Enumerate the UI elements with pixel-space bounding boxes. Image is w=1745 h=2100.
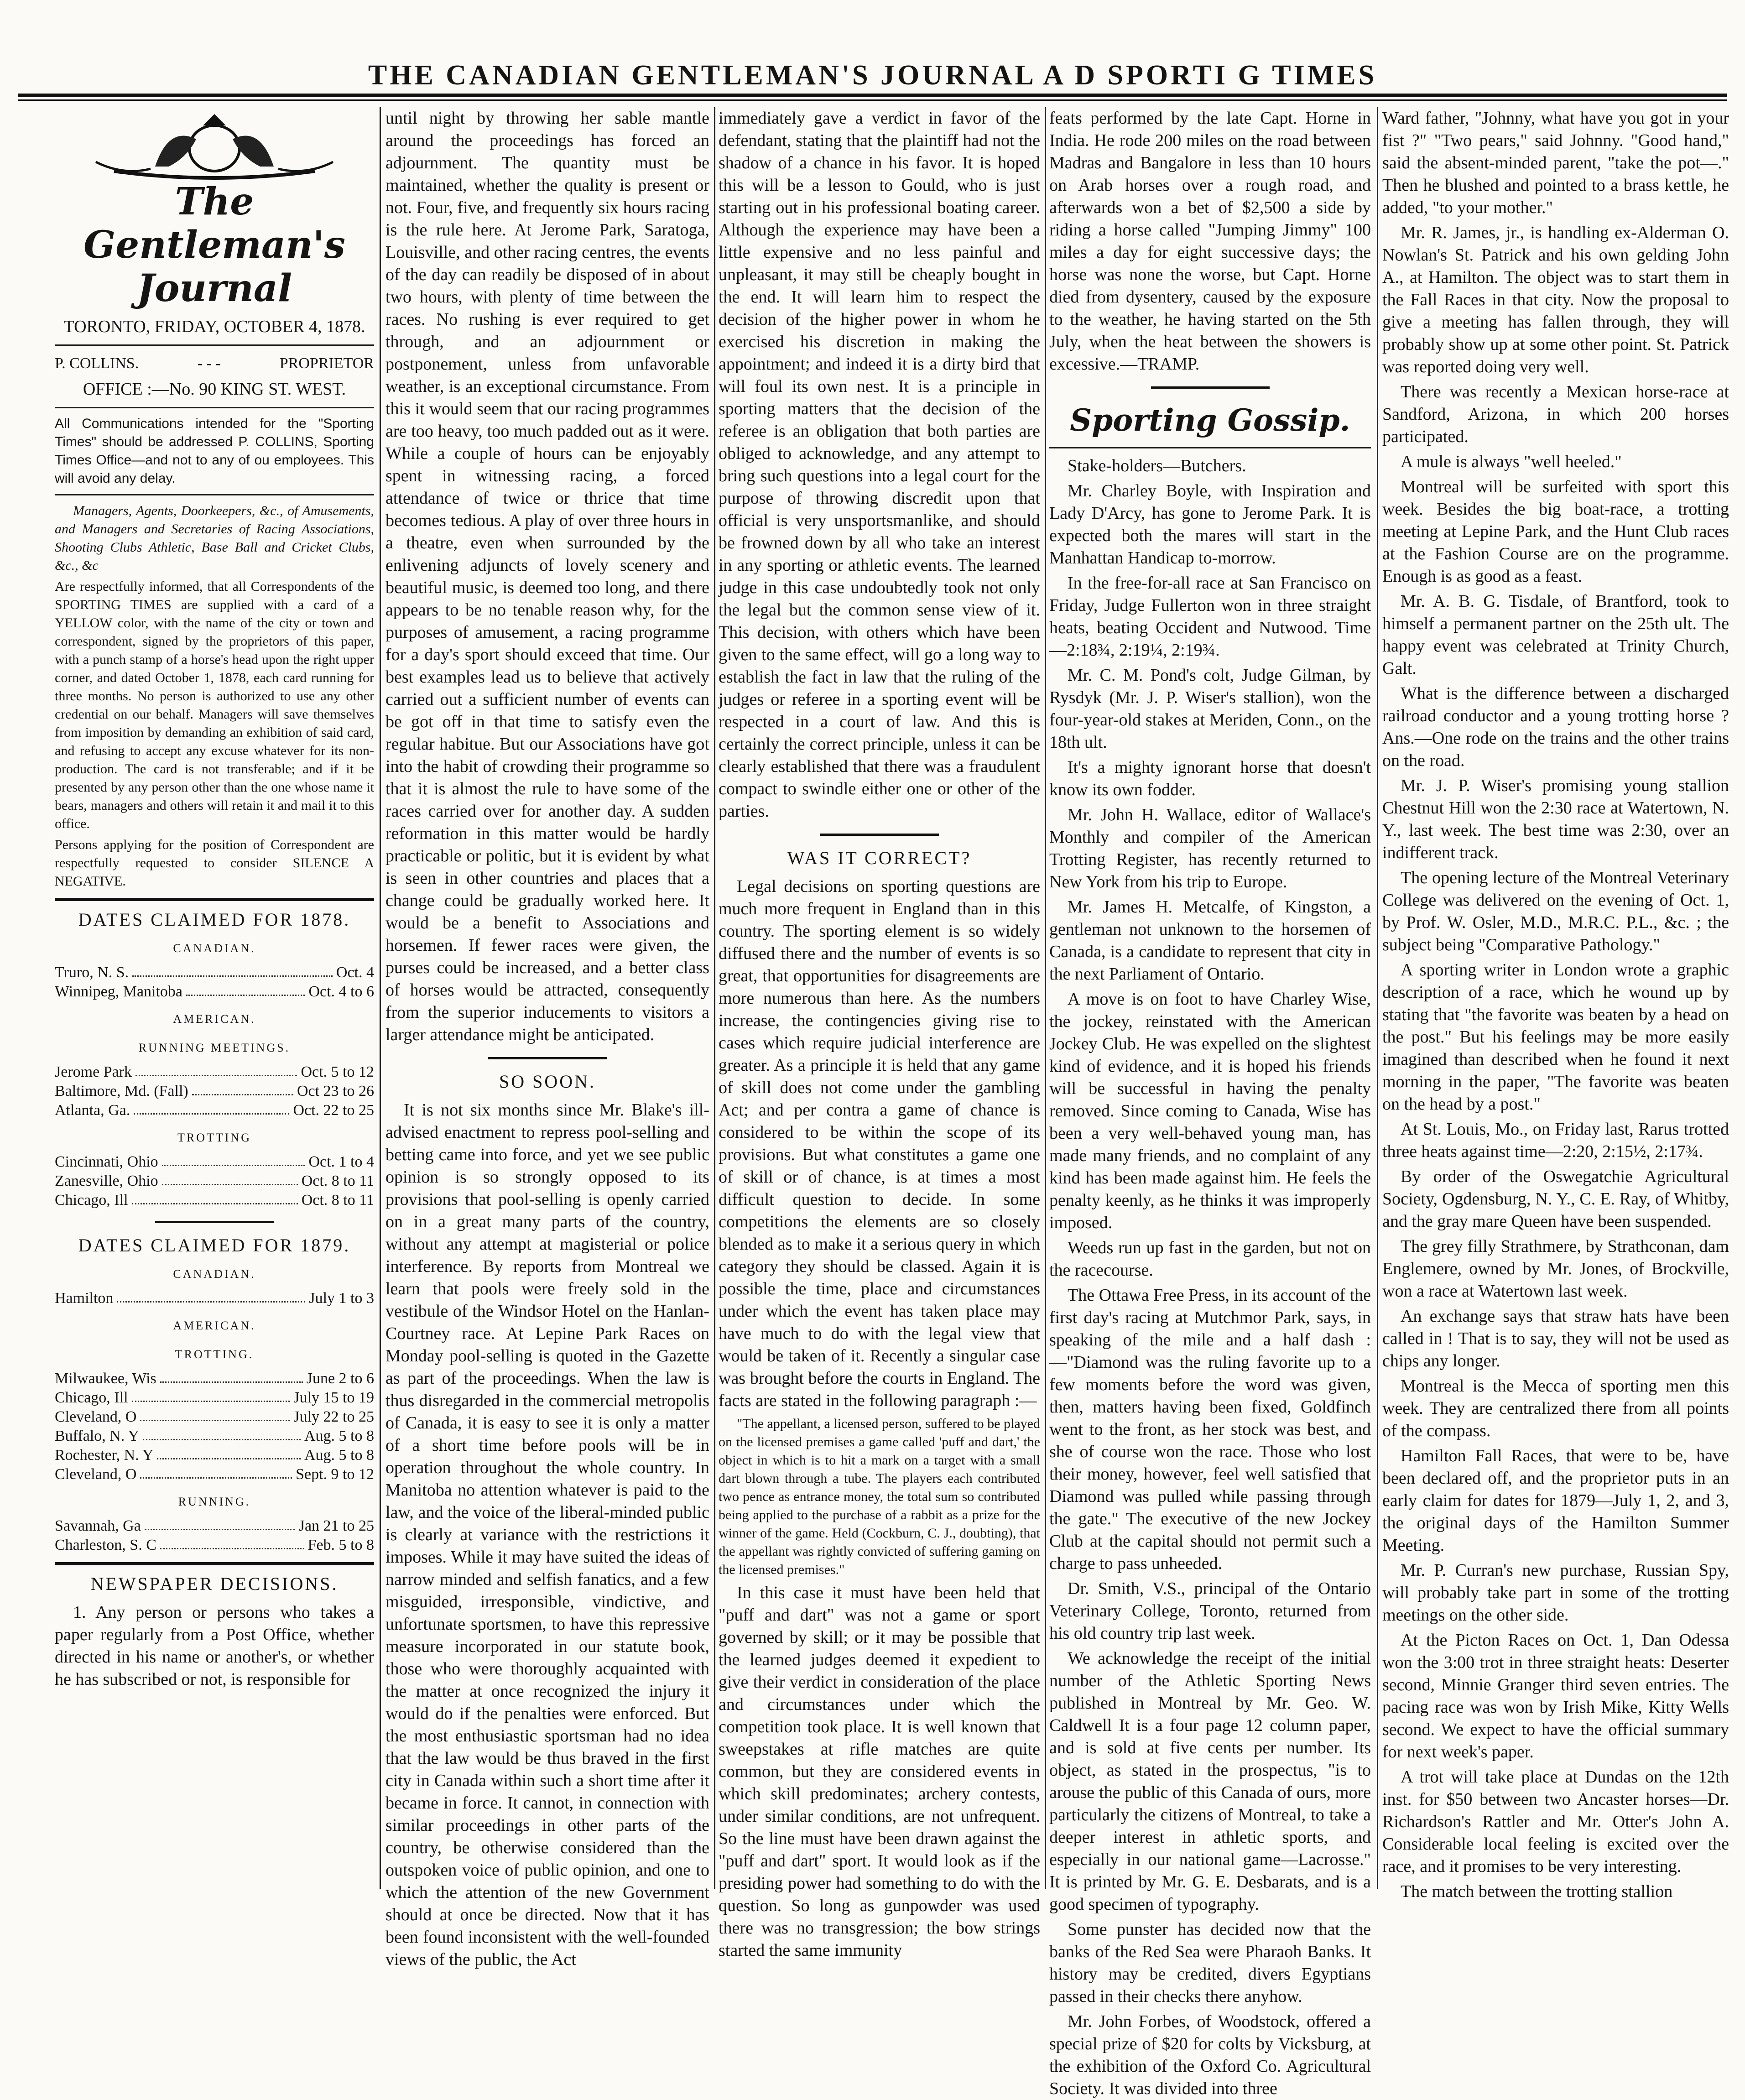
date-row: Rochester, N. Y Aug. 5 to 8 (55, 1447, 374, 1464)
date-row: Atlanta, Ga. Oct. 22 to 25 (55, 1102, 374, 1119)
date-row: Chicago, Ill July 15 to 19 (55, 1389, 374, 1406)
date-row: Cleveland, O Sept. 9 to 12 (55, 1466, 374, 1483)
gossip-item: The grey filly Strathmere, by Strathconan, dam Englemere, owned by Mr. Jones, of Brockville, won a race at Watertown last week. (1382, 1237, 1729, 1301)
gossip-item: Mr. James H. Metcalfe, of Kingston, a gentleman not unknown to the horsemen of Canada, is a candidate to represent that city in the next Parliament of Ontario. (1049, 897, 1371, 984)
gossip-item: Mr. Charley Boyle, with Inspiration and Lady D'Arcy, has gone to Jerome Park. It is expected both the mares will start in the Manhattan Handicap to-morrow. (1049, 481, 1371, 568)
divider (55, 407, 374, 408)
american-label: AMERICAN. (173, 1012, 256, 1026)
gossip-item: We acknowledge the receipt of the initial number of the Athletic Sporting News published in Montreal by Mr. Geo. W. Caldwell It is a four page 12 column paper, and is sold at five cents per number. Its object, as stated in the prospectus, "is to arouse the public of this Canada of ours, more particularly the citizens of Montreal, to take a deeper interest in athletic sports, and especially in our national game—Lacrosse." It is printed by Mr. G. E. Desbarats, and is a good specimen of typography. (1049, 1649, 1371, 1914)
gossip-item: Mr. P. Curran's new purchase, Russian Spy, will probably take part in some of the trotting meetings on the other side. (1382, 1561, 1729, 1625)
date-row: Charleston, S. C Feb. 5 to 8 (55, 1537, 374, 1553)
gossip-item: By order of the Oswegatchie Agricultural Society, Ogdensburg, N. Y., C. E. Ray, of Whitby, and the gray mare Queen have been suspended. (1382, 1167, 1729, 1231)
proprietor-sep: - - - (198, 355, 221, 372)
divider-short (488, 1057, 607, 1059)
article-paragraph: Legal decisions on sporting questions are much more frequent in England than in this country. The sporting element is so widely diffused there and the number of events is so great, that opportunities for disagreements are more numerous than here. As the numbers increase, the contingencies giving rise to cases which require judicial interference are greater. As a principle it is held that any game of skill does not come under the gambling Act; and per contra a game of chance is considered to be within the scope of its provisions. But what constitutes a game one of skill or of chance, is at times a most difficult question to decide. In some competitions the elements are so closely blended as to make it a serious query in which category they should be classed. Again it is possible the time, place and circumstances under which the event has taken place may have much to do with the legal view that would be taken of it. Recently a singular case was brought before the courts in England. The facts are stated in the following paragraph :— (719, 877, 1040, 1410)
canadian-label: CANADIAN. (173, 942, 256, 955)
date-row: Winnipeg, Manitoba Oct. 4 to 6 (55, 983, 374, 1000)
trotting-label: TROTTING. (175, 1348, 254, 1361)
proprietor-name: P. COLLINS. (55, 355, 139, 372)
gossip-item: Mr. C. M. Pond's colt, Judge Gilman, by Rysdyk (Mr. J. P. Wiser's stallion), won the four-year-old stakes at Meriden, Conn., on the 18th ult. (1049, 666, 1371, 752)
gossip-item: Weeds run up fast in the garden, but not on the racecourse. (1049, 1238, 1371, 1280)
gossip-item: The opening lecture of the Montreal Veterinary College was delivered on the evening of Oct. 1, by Prof. W. Osler, M.D., M.R.C. P.L., &c. ; the subject being "Comparative Pathology." (1382, 868, 1729, 954)
column-4 (1049, 107, 1371, 2098)
gossip-item: At the Picton Races on Oct. 1, Dan Odessa won the 3:00 trot in three straight heats: Deserter second, Minnie Granger third seven entries. The pacing race was won by Irish Mike, Kitty Wells second. We expect to have the official summary for next week's paper. (1382, 1631, 1729, 1761)
column-separator (1377, 107, 1378, 1889)
gossip-item: A move is on foot to have Charley Wise, the jockey, reinstated with the American Jockey Club. He was expelled on the slightest kind of evidence, and it is hoped his friends will be successful in having the penalty removed. Since coming to Canada, Wise has been a very well-behaved young man, has made many friends, and no complaint of any kind has been made against him. He feels the penalty keenly, as he thinks it was improperly imposed. (1049, 990, 1371, 1232)
was-it-correct-heading: WAS IT CORRECT? (787, 848, 972, 868)
gossip-item: There was recently a Mexican horse-race at Sandford, Arizona, in which 200 horses participated. (1382, 382, 1729, 446)
gossip-item: What is the difference between a discharged railroad conductor and a young trotting horse ? Ans.—One rode on the trains and the other trains on the road. (1382, 684, 1729, 770)
divider-thick (55, 898, 374, 901)
gossip-item: Mr. R. James, jr., is handling ex-Alderman O. Nowlan's St. Patrick and his own gelding John A., at Hamilton. The object was to start them in the Fall Races in that city. Now the proposal to give a meeting has fallen through, they will probably show up at some other point. St. Patrick was reported doing very well. (1382, 223, 1729, 376)
dateline: TORONTO, FRIDAY, OCTOBER 4, 1878. (63, 317, 365, 336)
journal-logo: The Gentleman's Journal (83, 180, 345, 310)
divider-short (1151, 386, 1270, 389)
gossip-item: A trot will take place at Dundas on the 12th inst. for $50 between two Ancaster horses—Dr. Richardson's Rattler and Mr. Otter's John A. Considerable local feeling is excited over the race, and it promises to be very interesting. (1382, 1767, 1729, 1876)
gossip-item: Montreal will be surfeited with sport this week. Besides the big boat-race, a trotting meeting at Lepine Park, and the Hunt Club races at the Fashion Course are on the programme. Enough is as good as a feast. (1382, 477, 1729, 586)
gossip-item: Mr. A. B. G. Tisdale, of Brantford, took to himself a permanent partner on the 25th ult. The happy event was celebrated at Trinity Church, Galt. (1382, 592, 1729, 678)
proprietor-line (55, 352, 374, 375)
communications-notice: All Communications intended for the "Sporting Times" should be addressed P. COLLINS, Sporting Times Office—and not to any of ou employees. This will avoid any delay. (55, 416, 374, 486)
correspondents-notice: Are respectfully informed, that all Correspondents of the SPORTING TIMES are supplied with a card of a YELLOW color, with the name of the city or town and correspondent, signed by the proprietors of this paper, with a punch stamp of a horse's head upon the right upper corner, and dated October 1, 1878, each card running for three months. No person is authorized to use any other credential on our behalf. Managers will save themselves from imposition by demanding an exhibition of said card, and refusing to accept any excuse whatever for its non-production. The card is not transferable; and if it be presented by any person other than the one whose name it bears, managers and others will retain it and mail it to this office. (55, 579, 374, 831)
column-separator (1045, 107, 1046, 1889)
divider-short (155, 1221, 274, 1223)
gossip-item: It's a mighty ignorant horse that doesn't know its own fodder. (1049, 758, 1371, 799)
masthead: THE CANADIAN GENTLEMAN'S JOURNAL A D SPORTI G TIMES (368, 60, 1377, 91)
article-paragraph: immediately gave a verdict in favor of the defendant, stating that the plaintiff had not the shadow of a chance in his favor. It is hoped this will be a lesson to Gould, who is just starting out in his professional boating career. Although the experience may have been a little expensive and no less painful and unpleasant, it may still be cheaply bought in the end. It will learn him to respect the decision of the higher power in whom he exercised his discretion in making the appointment; and indeed it is a dirty bird that will foul its own nest. It is a principle in sporting matters that the decision of the referee is an obligation that both parties are obliged to acknowledge, and any attempt to bring such questions into a legal court for the purpose of throwing discredit upon that official is very unsportsmanlike, and should be frowned down by all who take an interest in any sporting or athletic events. The learned judge in this case undoubtedly took not only the legal but the common sense view of it. This decision, with others which have been given to the same effect, will go a long way to establish the fact in law that the ruling of the judges or referee in a sporting event will be respected in a court of law. And this is certainly the correct principle, unless it can be clearly established that there was a fraudulent compact to swindle either one or other of the parties. (719, 109, 1040, 821)
gossip-item: A sporting writer in London wrote a graphic description of a race, which he wound up by stating that "the favorite was beaten by a head on the post." But his feelings may be more easily imagined than described when he found it next morning in the paper, "The favorite was beaten on the head by a post." (1382, 960, 1729, 1114)
running-meetings-label: RUNNING MEETINGS. (138, 1041, 291, 1054)
divider-thick (55, 1562, 374, 1565)
date-row: Cincinnati, Ohio Oct. 1 to 4 (55, 1153, 374, 1170)
masthead-rule (18, 94, 1727, 97)
date-list-canadian-1878 (55, 963, 374, 1001)
canadian-label: CANADIAN. (173, 1267, 256, 1281)
gossip-item: Mr. John Forbes, of Woodstock, offered a special prize of $20 for colts by Vicksburg, at the exhibition of the Oxford Co. Agricultural Society. It was divided into three (1049, 2012, 1371, 2098)
dates-1879-heading: DATES CLAIMED FOR 1879. (78, 1235, 351, 1256)
date-list-trotting-1879 (55, 1369, 374, 1484)
article-paragraph: until night by throwing her sable mantle around the proceedings has forced an adjournment. The quantity must be maintained, whether the quality is present or not. Four, five, and frequently six hours racing is the rule here. At Jerome Park, Saratoga, Louisville, and other racing centres, the events of the day can readily be disposed of in about two hours, with plenty of time between the races. No rushing is ever required to get through, and an adjournment or postponement, unless from unfavorable weather, is an exceptional circumstance. From this it would seem that our racing programmes are too heavy, too much padded out as it were. While a couple of hours can be enjoyably spent in witnessing racing, a forced attendance of twice or thrice that time becomes tedious. A play of over three hours in a theatre, even when surrounded by the enlivening adjuncts of lovely scenery and beautiful music, is deemed too long, and there appears to be no tenable reason why, for the purposes of amusement, a racing programme for a day's sport should exceed that time. Our best examples lead us to believe that actively carried out a sufficient number of events can be got off in that time to satisfy even the regular habitue. But our Associations have got into the habit of crowding their programme so that it is almost the rule to have some of the races carried over for another day. A sudden reformation in this matter would be hardly practicable or politic, but it is evident by what is seen in other countries and places that a change could be gradually worked here. It would be a benefit to Associations and horsemen. If fewer races were given, the purses could be increased, and a better class of horses would be attracted, consequently from the superior inducements to visitors a larger attendance might be anticipated. (385, 109, 709, 1044)
gossip-item: The Ottawa Free Press, in its account of the first day's racing at Mutchmor Park, says, in speaking of the mile and a half dash : —"Diamond was the ruling favorite up to a few moments before the word was given, then, matters having been fixed, Goldfinch went to the front, as her stock was best, and she of course won the race. Those who lost their money, however, feel well satisfied that Diamond was pulled while passing through the gate." The executive of the new Jockey Club at the capital should not permit such a charge to pass unheeded. (1049, 1286, 1371, 1573)
proprietor-title: PROPRIETOR (279, 355, 374, 372)
article-paragraph: feats performed by the late Capt. Horne in India. He rode 200 miles on the road between Madras and Bangalore in less than 10 hours on Arab horses over a rough road, and afterwards won a bet of $2,500 a side by riding a horse called "Jumping Jimmy" 100 miles a day for eight successive days; the horse was none the worse, but Capt. Horne died from dysentery, caused by the exposure to the weather, he having started on the 5th July, when the heat between the showers is excessive.—TRAMP. (1049, 109, 1371, 374)
date-list-running-1879 (55, 1516, 374, 1555)
divider (1049, 447, 1371, 448)
gossip-item: Mr. John H. Wallace, editor of Wallace's Monthly and compiler of the American Trotting Register, has recently returned to New York from his trip to Europe. (1049, 805, 1371, 891)
royal-crest-icon (87, 112, 342, 180)
gossip-item: Some punster has decided now that the banks of the Red Sea were Pharaoh Banks. It history may be credited, divers Egyptians passed in their checks there anyhow. (1049, 1920, 1371, 2006)
gossip-item: At St. Louis, Mo., on Friday last, Rarus trotted three heats against time—2:20, 2:15½, 2:17¾. (1382, 1120, 1729, 1161)
column-5 (1382, 107, 1729, 1901)
date-row: Zanesville, Ohio Oct. 8 to 11 (55, 1172, 374, 1189)
gossip-item: A mule is always "well heeled." (1401, 452, 1622, 471)
gossip-item: Hamilton Fall Races, that were to be, have been declared off, and the proprietor puts in an early claim for dates for 1879—July 1, 2, and 3, the original days of the Hamilton Summer Meeting. (1382, 1446, 1729, 1555)
date-row: Baltimore, Md. (Fall) Oct 23 to 26 (55, 1083, 374, 1100)
date-row: Truro, N. S. Oct. 4 (55, 964, 374, 981)
decision-paragraph: 1. Any person or persons who takes a paper regularly from a Post Office, whether directed in his name or another's, or whether he has subscribed or not, is responsible for (55, 1603, 374, 1689)
office-address: OFFICE :—No. 90 KING ST. WEST. (83, 380, 346, 399)
masthead-rule-thin (18, 99, 1727, 101)
running-label: RUNNING. (178, 1495, 251, 1508)
trotting-label: TROTTING (177, 1131, 251, 1144)
quoted-paragraph: "The appellant, a licensed person, suffered to be played on the licensed premises a game called 'puff and dart,' the object in which is to hit a mark on a target with a small dart blown through a tube. The players each contributed two pence as entrance money, the total sum so contributed being applied to the purchase of a rabbit as a prize for the winner of the game. Held (Cockburn, C. J., doubting), that the appellant was rightly convicted of suffering gaming on the licensed premises." (719, 1416, 1040, 1577)
date-row: Hamilton July 1 to 3 (55, 1290, 374, 1307)
date-row: Buffalo, N. Y Aug. 5 to 8 (55, 1428, 374, 1444)
so-soon-heading: SO SOON. (499, 1071, 596, 1092)
date-row: Jerome Park Oct. 5 to 12 (55, 1063, 374, 1080)
divider (55, 494, 374, 495)
column-separator (714, 107, 715, 1889)
managers-notice: Managers, Agents, Doorkeepers, &c., of Amusements, and Managers and Secretaries of Racing Associations, Shooting Clubs Athletic, Base Ball and Cricket Clubs, &c., &c (55, 503, 374, 573)
column-3 (719, 107, 1040, 1960)
article-paragraph: It is not six months since Mr. Blake's ill-advised enactment to repress pool-selling and betting came into force, and yet we see public opinion is so strongly opposed to its provisions that pool-selling is openly carried on in a great many parts of the country, without any attempt at magisterial or police interference. By reports from Montreal we learn that pools were freely sold in the vestibule of the Windsor Hotel on the Hanlan-Courtney race. At Lepine Park Races on Monday pool-selling is quoted in the Gazette as part of the proceedings. When the law is thus disregarded in the commercial metropolis of Canada, it is easy to see it is only a matter of a short time before pools will be in operation throughout the whole country. In Manitoba no attention whatever is paid to the law, and the voice of the liberal-minded public is clearly at variance with the restrictions it imposes. While it may have suited the ideas of narrow minded and selfish fanatics, and a few misguided, irresponsible, vindictive, and unfortunate sportsmen, to have this repressive measure incorporated in our statute book, those who were thoroughly acquainted with the matter at once recognized the injury it would do if the penalties were enforced. But the most enthusiastic sportsman had no idea that the law would be thus braved in the first city in Canada within such a short time after it became in force. It cannot, in connection with similar proceedings in other parts of the country, be otherwise considered than the outspoken voice of public opinion, and one to which the attention of the new Government should at once be directed. Now that it has been found inconsistent with the well-founded views of the public, the Act (385, 1100, 709, 1969)
gossip-item: The match between the trotting stallion (1401, 1882, 1673, 1901)
column-1 (55, 107, 374, 1889)
date-list-running-1878 (55, 1063, 374, 1120)
date-row: Cleveland, O July 22 to 25 (55, 1408, 374, 1425)
divider-short (820, 834, 939, 836)
gossip-item: Ward father, "Johnny, what have you got in your fist ?" "Two pears," said Johnny. "Good hand," said the absent-minded parent, "take the pot—." Then he blushed and pointed to a brass kettle, he added, "to your mother." (1382, 109, 1729, 217)
date-row: Chicago, Ill Oct. 8 to 11 (55, 1192, 374, 1209)
gossip-item: Mr. J. P. Wiser's promising young stallion Chestnut Hill won the 2:30 race at Watertown, N. Y., last week. The best time was 2:30, over an indifferent track. (1382, 776, 1729, 862)
applicants-notice: Persons applying for the position of Correspondent are respectfully requested to consider SILENCE A NEGATIVE. (55, 837, 374, 889)
divider (55, 344, 374, 346)
gossip-item: Stake-holders—Butchers. (1068, 456, 1246, 475)
newspaper-decisions-heading: NEWSPAPER DECISIONS. (90, 1574, 339, 1594)
date-row: Savannah, Ga Jan 21 to 25 (55, 1517, 374, 1534)
gossip-item: Dr. Smith, V.S., principal of the Ontario Veterinary College, Toronto, returned from his old country trip last week. (1049, 1579, 1371, 1643)
dates-1878-heading: DATES CLAIMED FOR 1878. (78, 909, 351, 930)
date-list-trotting-1878 (55, 1152, 374, 1210)
column-2 (385, 107, 709, 1969)
american-label: AMERICAN. (173, 1319, 256, 1332)
article-paragraph: In this case it must have been held that "puff and dart" was not a game or sport governed by skill; or it may be possible that the learned judges deemed it expedient to give their verdict in consideration of the place and circumstances under which the competition took place. It is well known that sweepstakes at rifle matches are quite common, but they are considered events in which skill predominates; archery contests, under similar conditions, are not unfrequent. So the line must have been drawn against the "puff and dart" sport. It would look as if the presiding power had something to do with the question. So long as gunpowder was used there was no transgression; the bow strings started the same immunity (719, 1583, 1040, 1960)
gossip-item: In the free-for-all race at San Francisco on Friday, Judge Fullerton won in three straight heats, beating Occident and Nutwood. Time—2:18¾, 2:19¼, 2:19¾. (1049, 573, 1371, 660)
date-row: Milwaukee, Wis June 2 to 6 (55, 1370, 374, 1387)
gossip-item: An exchange says that straw hats have been called in ! That is to say, they will not be used as chips any longer. (1382, 1307, 1729, 1370)
sporting-gossip-heading: Sporting Gossip. (1070, 402, 1350, 438)
gossip-item: Montreal is the Mecca of sporting men this week. They are centralized there from all points of the compass. (1382, 1376, 1729, 1440)
column-separator (380, 107, 381, 1889)
